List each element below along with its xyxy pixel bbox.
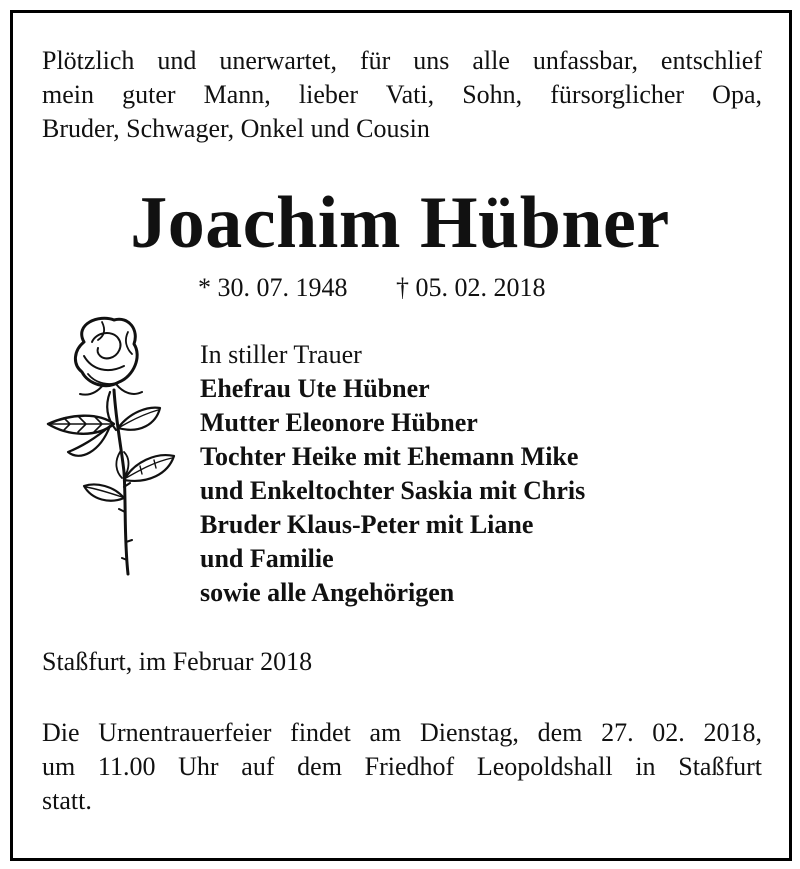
mourner: Tochter Heike mit Ehemann Mike <box>200 442 579 471</box>
mourner: sowie alle Angehörigen <box>200 578 455 607</box>
mourner: Mutter Eleonore Hübner <box>200 408 478 437</box>
mourner: Bruder Klaus-Peter mit Liane <box>200 510 534 539</box>
mourner: und Enkeltochter Saskia mit Chris <box>200 476 586 505</box>
ceremony-line: um 11.00 Uhr auf dem Friedhof Leopoldshall in Staßfurt <box>42 752 762 781</box>
rose-icon <box>44 312 184 580</box>
mourner: Ehefrau Ute Hübner <box>200 374 430 403</box>
deceased-name: Joachim Hübner <box>130 182 670 264</box>
intro-line: mein guter Mann, lieber Vati, Sohn, fürsorglicher Opa, <box>42 80 762 109</box>
intro-line: Plötzlich und unerwartet, für uns alle unfassbar, entschlief <box>42 46 762 75</box>
intro-line: Bruder, Schwager, Onkel und Cousin <box>42 114 430 143</box>
intro-text <box>42 44 762 146</box>
ceremony-line: Die Urnentrauerfeier findet am Dienstag, dem 27. 02. 2018, <box>42 718 762 747</box>
mourning-heading: In stiller Trauer <box>200 340 362 369</box>
death-date: † 05. 02. 2018 <box>396 273 546 302</box>
life-dates <box>198 271 546 305</box>
ceremony-line: statt. <box>42 786 92 815</box>
mourner: und Familie <box>200 544 334 573</box>
mourners-list <box>200 338 585 610</box>
birth-date: * 30. 07. 1948 <box>198 273 348 302</box>
place-date: Staßfurt, im Februar 2018 <box>42 647 313 676</box>
ceremony-text <box>42 716 762 818</box>
